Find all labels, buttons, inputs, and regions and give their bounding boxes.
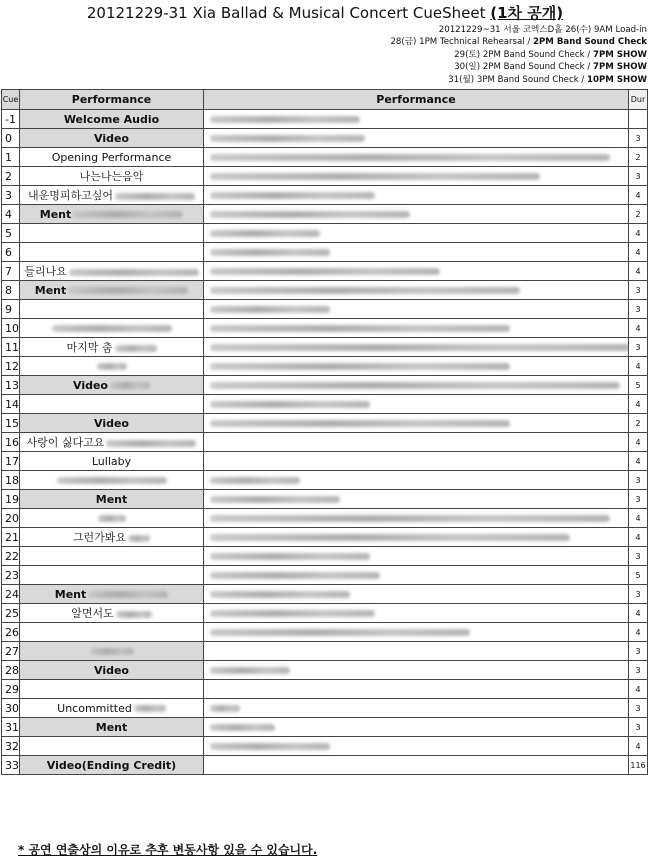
performance-title: Ment xyxy=(95,492,128,506)
performance-title: Welcome Audio xyxy=(63,112,160,126)
performance-detail-cell xyxy=(204,129,629,148)
cue-number: 26 xyxy=(2,623,20,642)
performance-cell xyxy=(20,547,204,566)
redacted-title xyxy=(115,193,195,200)
duration-cell: 5 xyxy=(629,376,648,395)
cue-number: 6 xyxy=(2,243,20,262)
performance-detail-cell xyxy=(204,224,629,243)
performance-cell xyxy=(20,300,204,319)
redacted-detail xyxy=(210,420,510,427)
performance-title: Ment xyxy=(95,720,128,734)
cue-number: 21 xyxy=(2,528,20,547)
cue-number: 13 xyxy=(2,376,20,395)
title-main: 20121229-31 Xia Ballad & Musical Concert CueSheet xyxy=(86,4,491,22)
redacted-detail xyxy=(210,154,610,161)
schedule-line xyxy=(390,61,647,73)
performance-detail-cell xyxy=(204,509,629,528)
table-row xyxy=(2,205,648,224)
redacted-detail xyxy=(210,667,290,674)
table-row xyxy=(2,224,648,243)
cue-number: 2 xyxy=(2,167,20,186)
table-row xyxy=(2,243,648,262)
table-row xyxy=(2,756,648,775)
duration-cell: 4 xyxy=(629,262,648,281)
performance-cell xyxy=(20,357,204,376)
schedule-rest: 9AM Load-in xyxy=(593,25,647,35)
duration-cell: 3 xyxy=(629,547,648,566)
redacted-detail xyxy=(210,344,629,351)
duration-cell: 3 xyxy=(629,300,648,319)
table-row xyxy=(2,395,648,414)
table-row xyxy=(2,642,648,661)
table-row xyxy=(2,509,648,528)
duration-cell: 4 xyxy=(629,509,648,528)
performance-cell xyxy=(20,566,204,585)
performance-detail-cell xyxy=(204,186,629,205)
table-row xyxy=(2,110,648,129)
performance-title: 나는나는음악 xyxy=(79,170,144,183)
schedule-block xyxy=(390,24,647,86)
schedule-plain: 31(월) 3PM Band Sound Check / xyxy=(448,74,588,85)
cue-number: 10 xyxy=(2,319,20,338)
redacted-detail xyxy=(210,363,510,370)
table-row xyxy=(2,338,648,357)
redacted-detail xyxy=(210,629,470,636)
cue-number: 8 xyxy=(2,281,20,300)
redacted-detail xyxy=(210,610,375,617)
table-row xyxy=(2,661,648,680)
performance-cell xyxy=(20,243,204,262)
schedule-line xyxy=(390,36,647,48)
performance-title: 알면서도 xyxy=(71,607,114,620)
performance-title: Ment xyxy=(54,587,87,601)
performance-detail-cell xyxy=(204,642,629,661)
table-row xyxy=(2,186,648,205)
performance-title: Video xyxy=(94,416,129,430)
redacted-detail xyxy=(210,572,380,579)
performance-detail-cell xyxy=(204,433,629,452)
redacted-detail xyxy=(210,325,510,332)
performance-cell xyxy=(20,737,204,756)
table-row xyxy=(2,167,648,186)
schedule-bold: 7PM SHOW xyxy=(593,49,647,60)
redacted-title xyxy=(57,477,167,484)
table-row xyxy=(2,566,648,585)
performance-detail-cell xyxy=(204,338,629,357)
duration-cell: 4 xyxy=(629,604,648,623)
performance-detail-cell xyxy=(204,471,629,490)
cue-number: 18 xyxy=(2,471,20,490)
performance-detail-cell xyxy=(204,604,629,623)
performance-detail-cell xyxy=(204,680,629,699)
performance-cell xyxy=(20,718,204,737)
cue-number: 9 xyxy=(2,300,20,319)
redacted-detail xyxy=(210,116,360,123)
schedule-plain: 28(금) 1PM Technical Rehearsal / xyxy=(390,37,534,48)
redacted-title xyxy=(134,705,166,712)
duration-cell: 4 xyxy=(629,433,648,452)
cue-number: 3 xyxy=(2,186,20,205)
table-row xyxy=(2,148,648,167)
performance-cell xyxy=(20,338,204,357)
table-row xyxy=(2,604,648,623)
performance-detail-cell xyxy=(204,585,629,604)
schedule-bold: 2PM Band Sound Check xyxy=(533,37,647,48)
performance-detail-cell xyxy=(204,376,629,395)
cue-number: 29 xyxy=(2,680,20,699)
performance-title: Uncommitted xyxy=(57,701,132,715)
redacted-title xyxy=(73,211,183,218)
redacted-title xyxy=(69,269,199,276)
redacted-title xyxy=(110,382,150,389)
performance-cell xyxy=(20,205,204,224)
duration-cell: 3 xyxy=(629,338,648,357)
duration-cell: 4 xyxy=(629,528,648,547)
performance-detail-cell xyxy=(204,452,629,471)
schedule-line xyxy=(390,24,647,36)
table-row xyxy=(2,623,648,642)
cue-number: 20 xyxy=(2,509,20,528)
table-row xyxy=(2,737,648,756)
cue-table xyxy=(1,89,648,775)
redacted-detail xyxy=(210,705,240,712)
performance-cell xyxy=(20,167,204,186)
performance-cell xyxy=(20,699,204,718)
header-cue: Cue xyxy=(2,90,20,110)
performance-detail-cell xyxy=(204,737,629,756)
footer-note: * 공연 연출상의 이유로 추후 변동사항 있을 수 있습니다. xyxy=(18,843,318,857)
cue-number: 33 xyxy=(2,756,20,775)
table-row xyxy=(2,585,648,604)
duration-cell: 4 xyxy=(629,737,648,756)
performance-title: Video xyxy=(94,131,129,145)
performance-cell xyxy=(20,433,204,452)
schedule-plain: 29(토) 2PM Band Sound Check / xyxy=(454,49,593,60)
header-performance: Performance xyxy=(20,90,204,110)
schedule-bold: 10PM SHOW xyxy=(587,74,647,85)
performance-detail-cell xyxy=(204,243,629,262)
performance-detail-cell xyxy=(204,300,629,319)
duration-cell: 3 xyxy=(629,281,648,300)
redacted-title xyxy=(97,363,127,370)
redacted-detail xyxy=(210,135,365,142)
performance-cell xyxy=(20,642,204,661)
cue-number: 11 xyxy=(2,338,20,357)
duration-cell: 3 xyxy=(629,642,648,661)
performance-cell xyxy=(20,623,204,642)
redacted-detail xyxy=(210,287,520,294)
redacted-title xyxy=(116,611,152,618)
performance-detail-cell xyxy=(204,661,629,680)
duration-cell: 3 xyxy=(629,490,648,509)
cue-number: 1 xyxy=(2,148,20,167)
table-row xyxy=(2,433,648,452)
duration-cell: 3 xyxy=(629,661,648,680)
cue-number: 4 xyxy=(2,205,20,224)
cue-number: 12 xyxy=(2,357,20,376)
performance-detail-cell xyxy=(204,623,629,642)
performance-detail-cell xyxy=(204,490,629,509)
duration-cell: 4 xyxy=(629,357,648,376)
table-row xyxy=(2,262,648,281)
performance-detail-cell xyxy=(204,718,629,737)
cue-number: 24 xyxy=(2,585,20,604)
redacted-detail xyxy=(210,192,375,199)
cue-number: 23 xyxy=(2,566,20,585)
table-row xyxy=(2,357,648,376)
performance-detail-cell xyxy=(204,395,629,414)
schedule-plain: 20121229~31 서울 코엑스D홀 26(수) xyxy=(438,25,594,35)
performance-cell xyxy=(20,148,204,167)
cue-number: 22 xyxy=(2,547,20,566)
performance-cell xyxy=(20,756,204,775)
performance-title: Video(Ending Credit) xyxy=(46,758,177,772)
performance-detail-cell xyxy=(204,319,629,338)
performance-detail-cell xyxy=(204,699,629,718)
duration-cell: 5 xyxy=(629,566,648,585)
performance-cell xyxy=(20,452,204,471)
redacted-title xyxy=(52,325,172,332)
title-tag: (1차 공개) xyxy=(490,4,564,22)
redacted-detail xyxy=(210,249,330,256)
cue-number: 32 xyxy=(2,737,20,756)
table-header-row xyxy=(2,90,648,110)
redacted-detail xyxy=(210,173,540,180)
table-row xyxy=(2,319,648,338)
performance-title: 내운명피하고싶어 xyxy=(27,189,113,202)
table-row xyxy=(2,699,648,718)
performance-title: 사랑이 싫다고요 xyxy=(26,436,105,449)
duration-cell: 3 xyxy=(629,585,648,604)
cue-number: 25 xyxy=(2,604,20,623)
duration-cell: 4 xyxy=(629,224,648,243)
performance-detail-cell xyxy=(204,547,629,566)
duration-cell: 4 xyxy=(629,680,648,699)
table-row xyxy=(2,300,648,319)
cue-number: 27 xyxy=(2,642,20,661)
duration-cell: 3 xyxy=(629,699,648,718)
schedule-line xyxy=(390,74,647,86)
redacted-title xyxy=(90,648,134,655)
cue-number: 5 xyxy=(2,224,20,243)
duration-cell: 116 xyxy=(629,756,648,775)
duration-cell: 2 xyxy=(629,414,648,433)
redacted-title xyxy=(128,535,150,542)
performance-detail-cell xyxy=(204,566,629,585)
duration-cell: 4 xyxy=(629,186,648,205)
performance-detail-cell xyxy=(204,262,629,281)
performance-cell xyxy=(20,319,204,338)
redacted-detail xyxy=(210,496,340,503)
performance-title: Ment xyxy=(39,207,72,221)
duration-cell xyxy=(629,110,648,129)
header-performance-detail: Performance xyxy=(204,90,629,110)
table-row xyxy=(2,452,648,471)
performance-title: Video xyxy=(94,663,129,677)
performance-detail-cell xyxy=(204,357,629,376)
cue-number: 16 xyxy=(2,433,20,452)
duration-cell: 3 xyxy=(629,167,648,186)
table-row xyxy=(2,490,648,509)
table-row xyxy=(2,414,648,433)
cue-table-body xyxy=(2,110,648,775)
cuesheet-title xyxy=(0,4,650,22)
redacted-title xyxy=(115,345,157,352)
duration-cell: 4 xyxy=(629,623,648,642)
table-row xyxy=(2,129,648,148)
performance-cell xyxy=(20,414,204,433)
performance-cell xyxy=(20,471,204,490)
table-row xyxy=(2,547,648,566)
performance-title: Opening Performance xyxy=(51,150,172,164)
duration-cell: 3 xyxy=(629,129,648,148)
header-duration: Dur xyxy=(629,90,648,110)
performance-detail-cell xyxy=(204,110,629,129)
redacted-detail xyxy=(210,306,330,313)
duration-cell: 2 xyxy=(629,148,648,167)
schedule-line xyxy=(390,49,647,61)
performance-title: 마지막 춤 xyxy=(66,341,113,354)
redacted-detail xyxy=(210,268,440,275)
performance-cell xyxy=(20,604,204,623)
redacted-detail xyxy=(210,401,370,408)
performance-detail-cell xyxy=(204,414,629,433)
duration-cell: 3 xyxy=(629,471,648,490)
performance-cell xyxy=(20,129,204,148)
cue-number: 19 xyxy=(2,490,20,509)
redacted-title xyxy=(68,287,188,294)
table-row xyxy=(2,718,648,737)
performance-cell xyxy=(20,528,204,547)
redacted-detail xyxy=(210,382,620,389)
redacted-detail xyxy=(210,515,610,522)
cue-number: 0 xyxy=(2,129,20,148)
performance-title: 들리나요 xyxy=(24,265,67,278)
cue-number: 14 xyxy=(2,395,20,414)
cue-number: 17 xyxy=(2,452,20,471)
performance-cell xyxy=(20,680,204,699)
performance-cell xyxy=(20,110,204,129)
redacted-title xyxy=(88,591,168,598)
duration-cell: 4 xyxy=(629,452,648,471)
performance-detail-cell xyxy=(204,281,629,300)
performance-detail-cell xyxy=(204,167,629,186)
redacted-detail xyxy=(210,477,300,484)
duration-cell: 4 xyxy=(629,395,648,414)
redacted-detail xyxy=(210,724,275,731)
redacted-title xyxy=(98,515,126,522)
performance-cell xyxy=(20,661,204,680)
cue-number: 30 xyxy=(2,699,20,718)
duration-cell: 4 xyxy=(629,243,648,262)
redacted-detail xyxy=(210,743,330,750)
redacted-title xyxy=(106,440,196,447)
performance-title: 그런가봐요 xyxy=(72,531,127,544)
performance-title: Lullaby xyxy=(91,454,132,468)
performance-cell xyxy=(20,509,204,528)
performance-title: Ment xyxy=(34,283,67,297)
cue-number: 31 xyxy=(2,718,20,737)
performance-cell xyxy=(20,376,204,395)
performance-cell xyxy=(20,224,204,243)
table-row xyxy=(2,680,648,699)
redacted-detail xyxy=(210,553,370,560)
performance-cell xyxy=(20,262,204,281)
redacted-detail xyxy=(210,230,320,237)
redacted-detail xyxy=(210,534,570,541)
duration-cell: 3 xyxy=(629,718,648,737)
performance-detail-cell xyxy=(204,528,629,547)
performance-cell xyxy=(20,395,204,414)
performance-cell xyxy=(20,490,204,509)
cue-number: 15 xyxy=(2,414,20,433)
cue-number: 7 xyxy=(2,262,20,281)
redacted-detail xyxy=(210,591,350,598)
performance-cell xyxy=(20,281,204,300)
performance-detail-cell xyxy=(204,756,629,775)
duration-cell: 2 xyxy=(629,205,648,224)
performance-title: Video xyxy=(73,378,108,392)
table-row xyxy=(2,528,648,547)
cue-number: -1 xyxy=(2,110,20,129)
redacted-detail xyxy=(210,211,410,218)
table-row xyxy=(2,281,648,300)
performance-detail-cell xyxy=(204,205,629,224)
schedule-bold: 7PM SHOW xyxy=(593,62,647,73)
cue-number: 28 xyxy=(2,661,20,680)
performance-cell xyxy=(20,186,204,205)
table-row xyxy=(2,376,648,395)
duration-cell: 4 xyxy=(629,319,648,338)
schedule-plain: 30(일) 2PM Band Sound Check / xyxy=(454,62,593,73)
performance-cell xyxy=(20,585,204,604)
table-row xyxy=(2,471,648,490)
performance-detail-cell xyxy=(204,148,629,167)
